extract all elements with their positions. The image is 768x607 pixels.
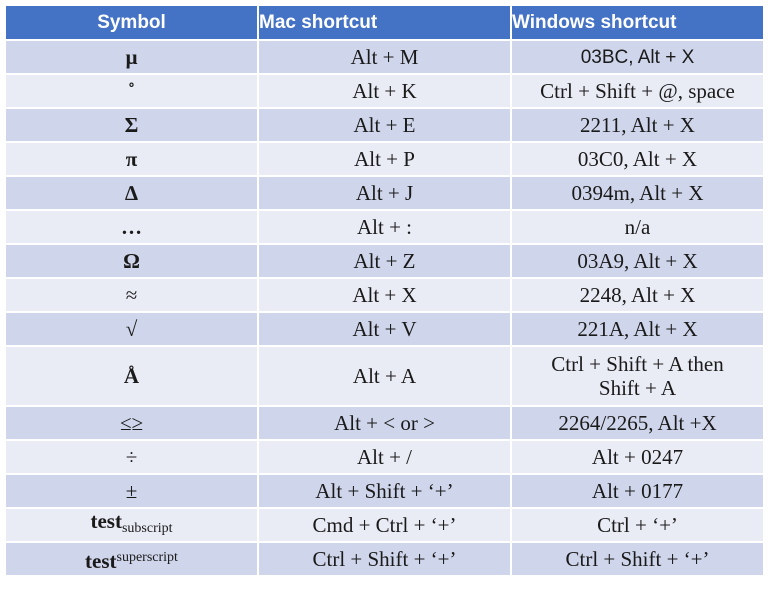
symbol-cell: ÷: [5, 440, 258, 474]
header-windows-shortcut: Windows shortcut: [511, 5, 764, 40]
mac-shortcut-cell: Ctrl + Shift + ‘+’: [258, 542, 511, 576]
symbol-cell: [5, 542, 258, 576]
mac-shortcut-cell: Alt + A: [258, 346, 511, 406]
table-row: [5, 210, 764, 244]
symbol-cell: ±: [5, 474, 258, 508]
windows-shortcut-cell: 221A, Alt + X: [511, 312, 764, 346]
windows-shortcut-line-1: Ctrl + Shift + A then: [551, 352, 724, 376]
table-row: [5, 346, 764, 406]
header-mac-shortcut: Mac shortcut: [258, 5, 511, 40]
symbol-base-text: test: [85, 548, 117, 573]
symbol-cell: √: [5, 312, 258, 346]
mac-shortcut-cell: Alt + J: [258, 176, 511, 210]
windows-shortcut-cell: 03C0, Alt + X: [511, 142, 764, 176]
symbol-cell: Ω: [5, 244, 258, 278]
table-row: [5, 108, 764, 142]
mac-shortcut-cell: Alt + /: [258, 440, 511, 474]
table-row: [5, 244, 764, 278]
windows-shortcut-cell: Alt + 0177: [511, 474, 764, 508]
shortcut-table: [4, 4, 765, 577]
windows-shortcut-cell: Ctrl + Shift + @, space: [511, 74, 764, 108]
symbol-cell: ∆: [5, 176, 258, 210]
windows-shortcut-cell: Alt + 0247: [511, 440, 764, 474]
mac-shortcut-cell: Alt + V: [258, 312, 511, 346]
windows-shortcut-cell: n/a: [511, 210, 764, 244]
mac-shortcut-cell: Alt + P: [258, 142, 511, 176]
symbol-cell: Σ: [5, 108, 258, 142]
mac-shortcut-cell: Alt + X: [258, 278, 511, 312]
header-symbol: Symbol: [5, 5, 258, 40]
symbol-cell: ˚: [5, 74, 258, 108]
windows-shortcut-cell: Ctrl + Shift + ‘+’: [511, 542, 764, 576]
symbol-base-text: test: [90, 509, 122, 533]
table-row: [5, 74, 764, 108]
mac-shortcut-cell: Alt + M: [258, 40, 511, 74]
table-row: [5, 40, 764, 74]
windows-shortcut-cell: [511, 346, 764, 406]
windows-shortcut-cell: 2248, Alt + X: [511, 278, 764, 312]
table-row: [5, 142, 764, 176]
symbol-cell: µ: [5, 40, 258, 74]
table-row: [5, 278, 764, 312]
header-row: [5, 5, 764, 40]
table-row: [5, 176, 764, 210]
table-row: [5, 312, 764, 346]
symbol-cell: π: [5, 142, 258, 176]
mac-shortcut-cell: Alt + :: [258, 210, 511, 244]
windows-shortcut-line-2: Shift + A: [598, 376, 677, 400]
mac-shortcut-cell: Alt + K: [258, 74, 511, 108]
table-row: [5, 440, 764, 474]
windows-shortcut-text: 03BC, Alt + X: [580, 47, 695, 68]
windows-shortcut-cell: 0394m, Alt + X: [511, 176, 764, 210]
mac-shortcut-cell: Alt + Shift + ‘+’: [258, 474, 511, 508]
mac-shortcut-cell: Alt + E: [258, 108, 511, 142]
windows-shortcut-cell: 2264/2265, Alt +X: [511, 406, 764, 440]
table-row: [5, 474, 764, 508]
table-row: [5, 542, 764, 576]
windows-shortcut-cell: 03A9, Alt + X: [511, 244, 764, 278]
symbol-cell: ≤≥: [5, 406, 258, 440]
mac-shortcut-cell: Alt + Z: [258, 244, 511, 278]
symbol-cell: …: [5, 210, 258, 244]
symbol-cell: Å: [5, 346, 258, 406]
superscript-text: superscript: [116, 549, 178, 565]
mac-shortcut-cell: Alt + < or >: [258, 406, 511, 440]
windows-shortcut-cell: Ctrl + ‘+’: [511, 508, 764, 542]
symbol-cell: ≈: [5, 278, 258, 312]
subscript-text: subscript: [121, 521, 173, 536]
windows-shortcut-cell: [511, 40, 764, 74]
windows-shortcut-cell: 2211, Alt + X: [511, 108, 764, 142]
symbol-cell: [5, 508, 258, 542]
table-row: [5, 508, 764, 542]
mac-shortcut-cell: Cmd + Ctrl + ‘+’: [258, 508, 511, 542]
table-row: [5, 406, 764, 440]
